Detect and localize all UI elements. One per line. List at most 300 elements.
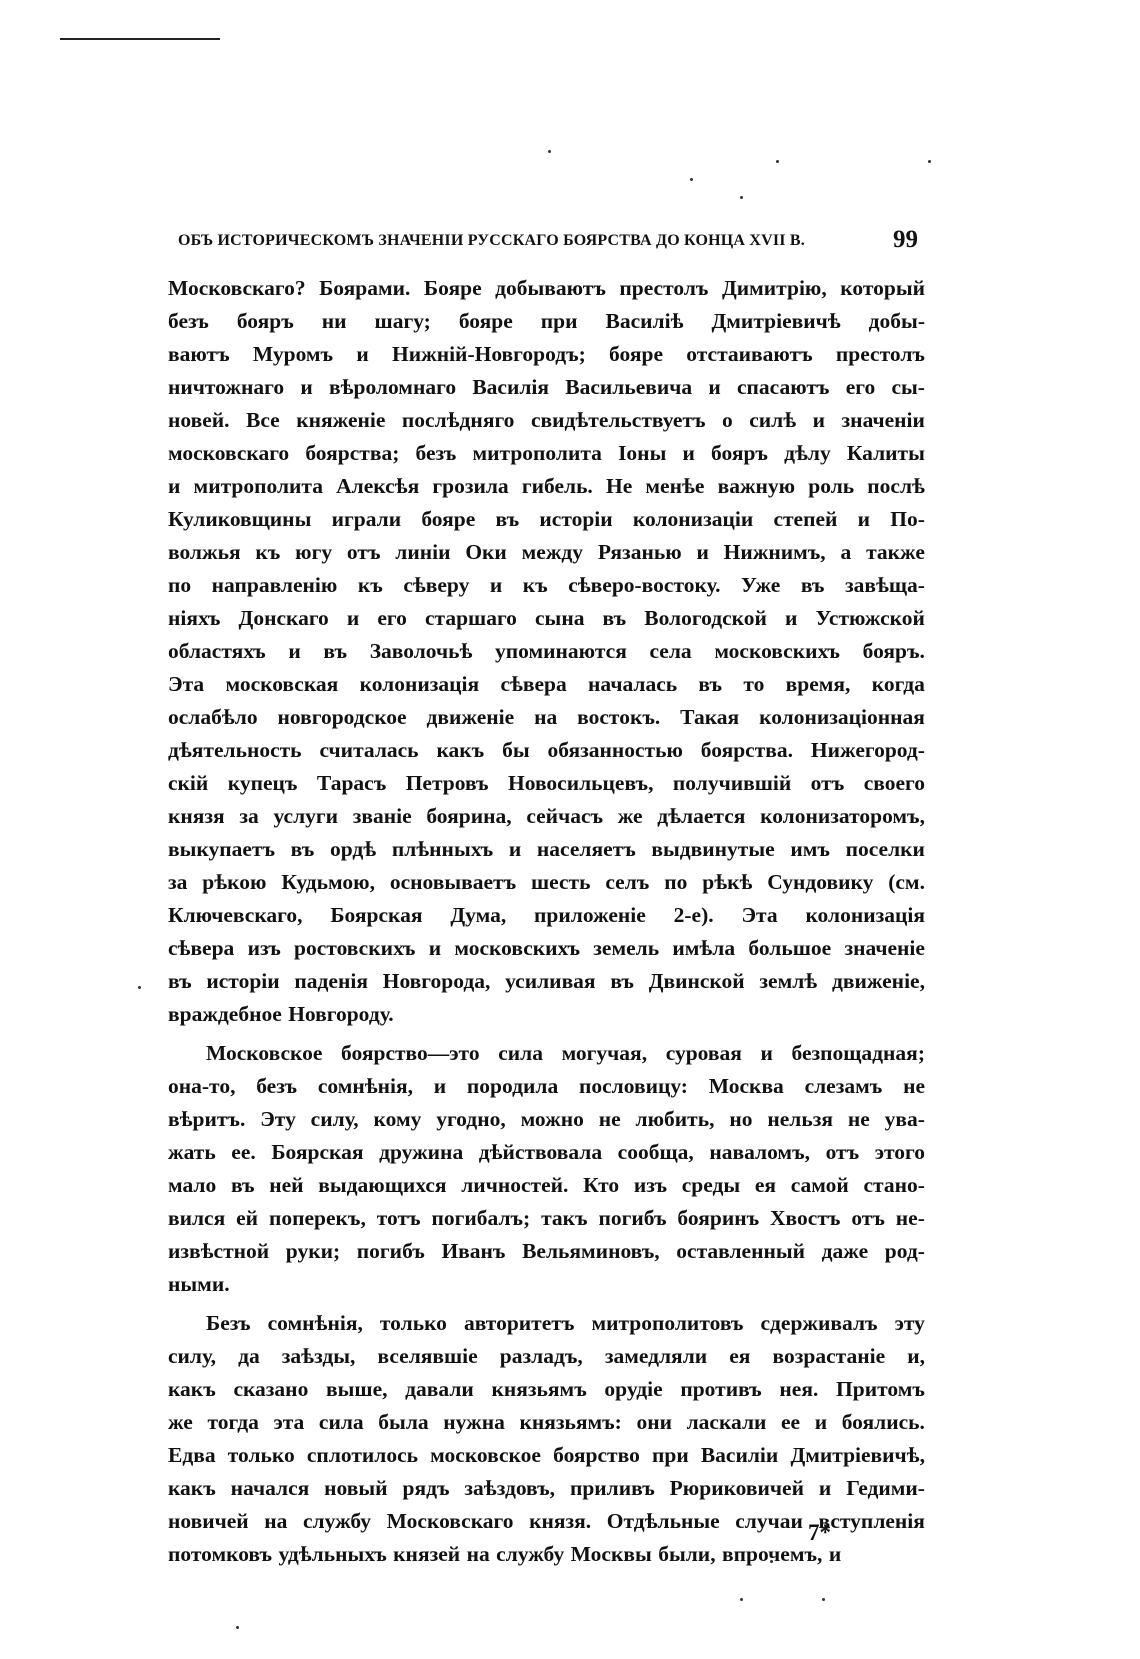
word: купецъ (227, 771, 298, 795)
text-line (168, 1268, 925, 1301)
word: къ (255, 540, 281, 564)
word: областяхъ (168, 639, 266, 663)
word: и (812, 408, 826, 432)
word: Уже (741, 573, 781, 597)
word: ей (236, 1206, 259, 1230)
word: тотъ (376, 1206, 421, 1230)
word: службу (496, 1542, 565, 1566)
word: митрополитовъ (591, 1311, 744, 1335)
word: Ключевскаго, (168, 903, 303, 927)
text-line (168, 1169, 925, 1202)
word: обязанностью (547, 738, 683, 762)
text-line (168, 734, 925, 767)
text-line (168, 965, 925, 998)
word: въ (230, 1173, 255, 1197)
word: къ (357, 573, 383, 597)
word: новей. (168, 408, 230, 432)
word: ува- (884, 1107, 925, 1131)
word: и (696, 540, 709, 564)
word: исторіи (539, 507, 613, 531)
word: колонизація (359, 672, 480, 696)
word: а (840, 540, 852, 564)
word: какъ (168, 1476, 216, 1500)
word: какъ (168, 1377, 216, 1401)
word: По- (890, 507, 925, 531)
word: Заволочьѣ (369, 639, 473, 663)
word: роль (808, 474, 855, 498)
word: нельзя (767, 1107, 833, 1131)
word: какъ (436, 738, 485, 762)
scan-speck (236, 1626, 239, 1629)
top-rule (60, 38, 220, 40)
word: въ (800, 573, 825, 597)
word: скій (168, 771, 209, 795)
running-title: ОБЪ ИСТОРИЧЕСКОМЪ ЗНАЧЕНІИ РУССКАГО БОЯРСТВА ДО КОНЦА XVII В. (178, 232, 805, 249)
word: возрастаніе (772, 1344, 886, 1368)
word: значеніи (841, 408, 925, 432)
word: ее. (231, 1140, 256, 1164)
word: паденія (294, 969, 368, 993)
word: Кто (583, 1173, 620, 1197)
word: замедляли (604, 1344, 708, 1368)
text-line (168, 1472, 925, 1505)
word: также (866, 540, 925, 564)
word: изъ (633, 1173, 668, 1197)
word: движеніе (426, 705, 515, 729)
word: отъ (346, 540, 381, 564)
word: Боярами. (319, 276, 411, 300)
text-line (168, 800, 925, 833)
word: потомковъ (168, 1542, 273, 1566)
text-line (168, 668, 925, 701)
word: Васильевича (565, 375, 693, 399)
word: Оки (465, 540, 507, 564)
word: Москвы (570, 1542, 652, 1566)
word: то (743, 672, 765, 696)
word: Все (246, 408, 280, 432)
word: ордѣ (329, 837, 377, 861)
word: Рязанью (597, 540, 682, 564)
word: вился (168, 1206, 226, 1230)
word: считалась (319, 738, 419, 762)
word: ваютъ (168, 342, 230, 366)
word: княженіе (296, 408, 386, 432)
word: погибалъ; (431, 1206, 531, 1230)
word: же (168, 1410, 193, 1434)
word: они (636, 1410, 672, 1434)
word: востокъ. (577, 705, 661, 729)
text-line (168, 1373, 925, 1406)
word: силу, (310, 1107, 359, 1131)
text-line (168, 932, 925, 965)
word: разладъ, (499, 1344, 583, 1368)
scan-speck (138, 986, 141, 989)
word: заѣзды, (281, 1344, 356, 1368)
word: не (598, 1107, 621, 1131)
word: противъ (680, 1377, 762, 1401)
scan-speck (740, 196, 743, 199)
word: престолъ (835, 342, 925, 366)
word: Димитрію, (721, 276, 827, 300)
word: боярство (553, 1443, 640, 1467)
word: поперекъ, (268, 1206, 366, 1230)
word: отстаиваютъ (686, 342, 813, 366)
word: движеніе, (831, 969, 925, 993)
word: добываютъ (495, 276, 606, 300)
word: бояръ (236, 309, 294, 333)
word: Тарасъ (316, 771, 387, 795)
word: московскаго (168, 441, 290, 465)
text-line (168, 536, 925, 569)
word: упоминаются (495, 639, 627, 663)
word: сообща, (617, 1140, 694, 1164)
word: Безъ (206, 1311, 251, 1335)
word: плѣнныхъ (391, 837, 494, 861)
word: не (847, 1107, 870, 1131)
word: спасаютъ (736, 375, 830, 399)
word: пословицу: (579, 1074, 688, 1098)
word: сѣверу (403, 573, 470, 597)
word: ослабѣло (168, 705, 258, 729)
word: Бояре (423, 276, 482, 300)
word: дѣлается (657, 804, 746, 828)
word: при (651, 1443, 689, 1467)
word: имъ (790, 837, 830, 861)
word: московскихъ (714, 639, 840, 663)
word: сила (498, 1041, 543, 1065)
word: враждебное (168, 1002, 282, 1026)
text-line (168, 1235, 925, 1268)
word: который (840, 276, 925, 300)
word: можно (520, 1107, 584, 1131)
text-line (168, 569, 925, 602)
word: линіи (395, 540, 451, 564)
word: выдвинутые (651, 837, 775, 861)
word: на (534, 705, 558, 729)
word: Алексѣя (336, 474, 420, 498)
word: Эту (260, 1107, 296, 1131)
word: нея. (779, 1377, 819, 1401)
word: Василія (472, 375, 550, 399)
word: вѣритъ. (168, 1107, 246, 1131)
word: погибъ (356, 1239, 425, 1263)
word: были, (658, 1542, 716, 1566)
word: мало (168, 1173, 217, 1197)
word: ніяхъ (168, 606, 221, 630)
word: 2-е). (673, 903, 714, 927)
word: изъ (247, 936, 281, 960)
word: только (379, 1311, 447, 1335)
word: гибель. (521, 474, 593, 498)
word: Едва (168, 1443, 216, 1467)
word: въ (495, 507, 520, 531)
word: Дума, (450, 903, 507, 927)
word: князьямъ: (519, 1410, 622, 1434)
word: Дмитріевичѣ (711, 309, 841, 333)
word: и (168, 474, 181, 498)
word: род- (884, 1239, 925, 1263)
word: въ (602, 606, 627, 630)
word: на (264, 1509, 288, 1533)
word: и (346, 606, 360, 630)
word: жать (168, 1140, 216, 1164)
word: значеніе (844, 936, 925, 960)
word: боярина, (426, 804, 512, 828)
word: удѣльныхъ (278, 1542, 387, 1566)
word: бояринъ (677, 1206, 760, 1230)
word: митрополита (472, 441, 602, 465)
word: Петровъ (405, 771, 489, 795)
word: князьямъ (491, 1377, 587, 1401)
word: вселявшіе (377, 1344, 478, 1368)
scan-speck (690, 178, 693, 181)
word: и (814, 1410, 828, 1434)
word: безъ (168, 309, 209, 333)
word: по (664, 870, 688, 894)
text-line (168, 404, 925, 437)
text-line (168, 1070, 925, 1103)
word: выдающихся (318, 1173, 447, 1197)
word: его (845, 375, 876, 399)
word: орудіе (604, 1377, 663, 1401)
word: вступленія (818, 1509, 925, 1533)
word: на (466, 1542, 490, 1566)
word: ней (269, 1173, 304, 1197)
word: между (521, 540, 584, 564)
text-line (168, 767, 925, 800)
word: митрополита (193, 474, 323, 498)
word: бы (502, 738, 530, 762)
word: московская (225, 672, 339, 696)
word: князей (393, 1542, 461, 1566)
word: безъ (256, 1074, 298, 1098)
word: случаи (735, 1509, 803, 1533)
word: стано- (863, 1173, 925, 1197)
text-line (168, 1406, 925, 1439)
word: сила (318, 1410, 364, 1434)
word: старшаго (424, 606, 517, 630)
word: Дмитріевичѣ, (790, 1443, 925, 1467)
word: вѣроломнаго (328, 375, 457, 399)
word: волжья (168, 540, 241, 564)
word: Гедими- (846, 1476, 925, 1500)
word: давали (405, 1377, 474, 1401)
word: свидѣтельствуетъ (530, 408, 706, 432)
text-line (168, 1439, 925, 1472)
word: угодно, (436, 1107, 506, 1131)
word: и (682, 441, 695, 465)
word: играли (331, 507, 402, 531)
word: даже (821, 1239, 869, 1263)
word: эту (894, 1311, 925, 1335)
word: колонизаціи (632, 507, 754, 531)
word: и (857, 507, 871, 531)
word: рѣкою (202, 870, 267, 894)
word: колонизація (805, 903, 925, 927)
word: и (760, 1041, 773, 1065)
text-line (168, 470, 925, 503)
word: отъ (851, 1206, 885, 1230)
word: безъ (415, 441, 457, 465)
word: Новгороду. (288, 1002, 394, 1026)
word: князя (168, 804, 225, 828)
word: направленію (211, 573, 338, 597)
word: бояръ. (862, 639, 925, 663)
word: Отдѣльные (606, 1509, 720, 1533)
word: важную (717, 474, 796, 498)
word: Нижній-Новгородъ; (392, 342, 586, 366)
scan-speck (928, 160, 931, 163)
word: въ (698, 672, 723, 696)
text-line (168, 437, 925, 470)
word: новгородское (277, 705, 407, 729)
word: получившій (672, 771, 792, 795)
word: этого (874, 1140, 925, 1164)
word: выкупаетъ (168, 837, 276, 861)
word: рѣкѣ (702, 870, 753, 894)
word: (см. (888, 870, 925, 894)
word: за (239, 804, 259, 828)
word: большое (748, 936, 832, 960)
word: званіе (352, 804, 412, 828)
word: въ (290, 837, 315, 861)
word: была (378, 1410, 429, 1434)
word: боярства. (700, 738, 794, 762)
word: поселки (845, 837, 925, 861)
word: ни (321, 309, 347, 333)
word: князя. (529, 1509, 592, 1533)
word: выше, (326, 1377, 388, 1401)
text-line (168, 1202, 925, 1235)
word: Новосильцевъ, (508, 771, 654, 795)
word: только (227, 1443, 295, 1467)
word: московское (430, 1443, 541, 1467)
word: сейчасъ (526, 804, 604, 828)
word: о (722, 408, 733, 432)
word: Боярская (330, 903, 423, 927)
word: не- (895, 1206, 925, 1230)
word: Кудьмою, (281, 870, 375, 894)
word: кому (373, 1107, 422, 1131)
word: погибъ (598, 1206, 667, 1230)
word: новый (324, 1476, 388, 1500)
word: и (784, 606, 798, 630)
word: при (540, 309, 578, 333)
word: ничтожнаго (168, 375, 285, 399)
word: и, (907, 1344, 925, 1368)
word: боялись. (841, 1410, 925, 1434)
word: селъ (605, 870, 650, 894)
word: Боярская (271, 1140, 364, 1164)
word: сдерживалъ (760, 1311, 878, 1335)
word: въ (610, 969, 634, 993)
word: новичей (168, 1509, 249, 1533)
word: Іоны (618, 441, 667, 465)
word: Двинской (648, 969, 745, 993)
word: боярство—это (341, 1041, 480, 1065)
body-text (168, 272, 925, 1571)
word: послѣдняго (401, 408, 515, 432)
text-line (168, 1103, 925, 1136)
word: бояръ (711, 441, 768, 465)
word: дѣятельность (168, 738, 302, 762)
word: она-то, (168, 1074, 236, 1098)
word: наваломъ, (709, 1140, 810, 1164)
word: Новгорода, (382, 969, 491, 993)
word: услуги (273, 804, 339, 828)
word: Московское (206, 1041, 323, 1065)
word: сына (535, 606, 585, 630)
text-line (168, 833, 925, 866)
word: его (377, 606, 407, 630)
text-line (168, 1340, 925, 1373)
word: же (617, 804, 643, 828)
word: авторитетъ (463, 1311, 575, 1335)
word: югу (295, 540, 333, 564)
word: Рюриковичей (669, 1476, 804, 1500)
word: и (300, 375, 313, 399)
scan-speck (822, 1598, 825, 1601)
word: Московскаго (386, 1509, 514, 1533)
word: дѣйствовала (478, 1140, 603, 1164)
word: слезамъ (804, 1074, 883, 1098)
word: за (168, 870, 188, 894)
word: Притомъ (836, 1377, 925, 1401)
word: ными. (168, 1272, 230, 1296)
word: колонизаціонная (759, 705, 925, 729)
word: силу, (168, 1344, 216, 1368)
word: шесть (531, 870, 591, 894)
word: и (818, 1476, 832, 1500)
word: шагу; (374, 309, 431, 333)
word: Эта (741, 903, 778, 927)
word: дружина (379, 1140, 464, 1164)
word: бояре (421, 507, 476, 531)
word: села (649, 639, 692, 663)
word: грозила (432, 474, 509, 498)
text-line (168, 272, 925, 305)
word: и (288, 639, 301, 663)
word: отъ (810, 771, 845, 795)
word: основываетъ (389, 870, 517, 894)
scan-speck (776, 160, 779, 163)
word: населяетъ (536, 837, 636, 861)
word: Вологодской (644, 606, 767, 630)
text-line (168, 1037, 925, 1070)
word: время, (785, 672, 851, 696)
word: нужна (443, 1410, 505, 1434)
word: когда (871, 672, 925, 696)
word: бояре (609, 342, 663, 366)
word: сѣвера (168, 936, 235, 960)
word: усиливая (505, 969, 596, 993)
word: ласкали (686, 1410, 767, 1434)
word: къ (522, 573, 548, 597)
word: и (708, 375, 721, 399)
word: ея (729, 1344, 751, 1368)
word: въ (323, 639, 348, 663)
word: отъ (825, 1140, 860, 1164)
word: менѣе (645, 474, 705, 498)
word: впрочемъ, (722, 1542, 823, 1566)
word: и (508, 837, 522, 861)
word: колонизаторомъ, (760, 804, 925, 828)
word: но (729, 1107, 753, 1131)
word: и (433, 1074, 447, 1098)
scan-speck (548, 150, 551, 153)
word: началась (588, 672, 678, 696)
word: по (168, 573, 192, 597)
